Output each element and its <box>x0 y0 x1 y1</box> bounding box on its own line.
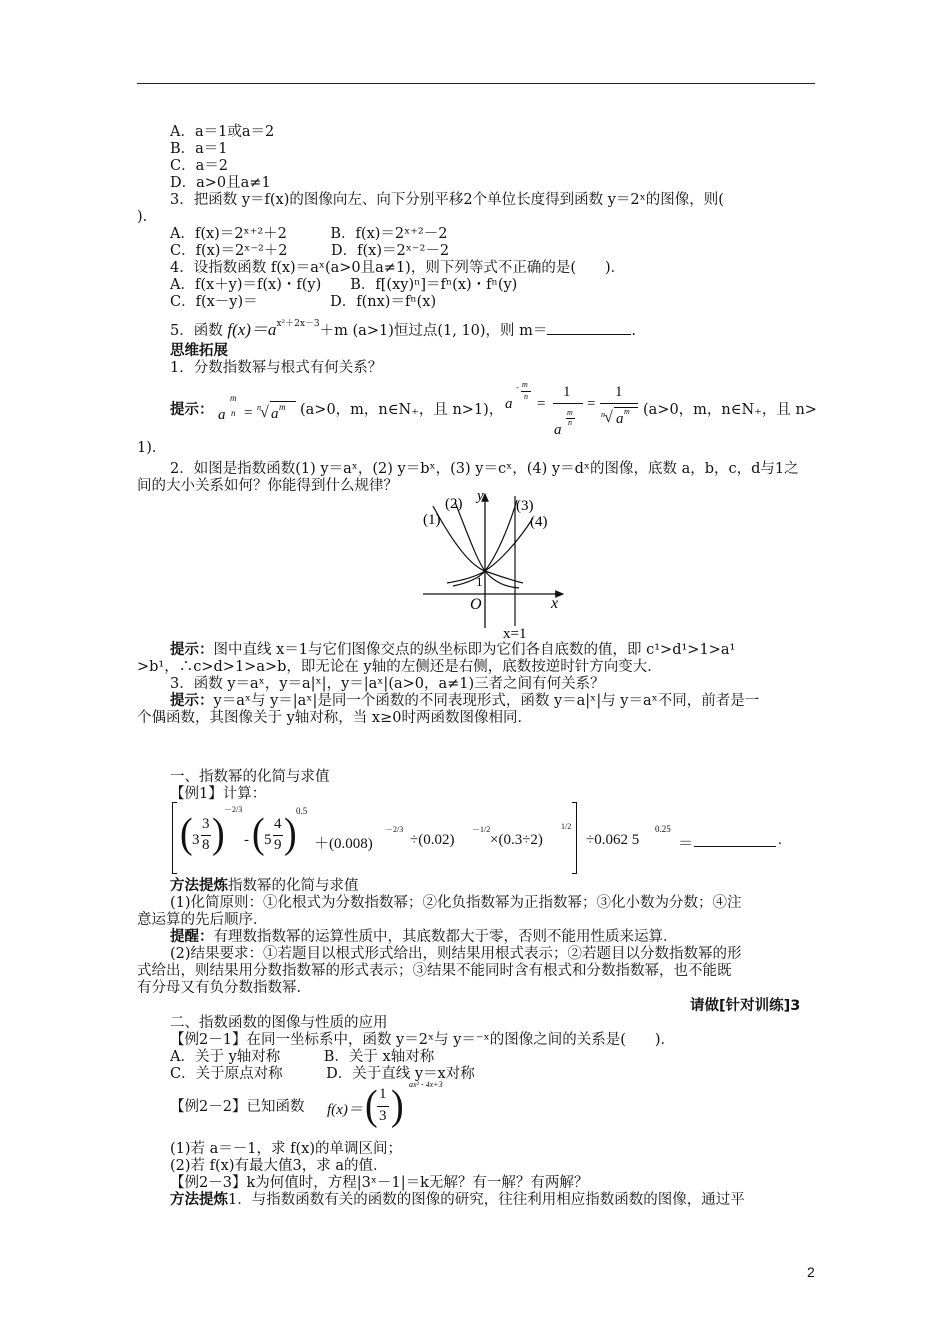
y-intercept-label: 1 <box>476 574 483 589</box>
hint2-text: 图中直线 x＝1与它们图像交点的纵坐标即为它们各自底数的值，即 c¹>d¹>1>a¹ <box>213 642 736 658</box>
q5-function: f(x)＝a <box>227 319 277 339</box>
hint3-label: 提示： <box>170 693 214 709</box>
example1-label: 【例1】计算： <box>170 786 267 802</box>
section1-heading: 一、指数幂的化简与求值 <box>170 769 330 785</box>
q3-stem-end: )． <box>137 209 158 225</box>
rule2-line1: (2)结果要求：①若题目以根式形式给出，则结果用根式表示；②若题目以分数指数幂的形 <box>170 946 742 962</box>
curve-label-4: (4) <box>530 514 548 530</box>
origin-label: O <box>470 596 482 613</box>
q3-stem: 3．把函数 y＝f(x)的图像向左、向下分别平移2个单位长度得到函数 y＝2ˣ的图像，则( <box>170 192 724 208</box>
thinking-q2-line2: 间的大小关系如何？你能得到什么规律？ <box>137 478 398 494</box>
rule1-line1: (1)化简原则：①化根式为分数指数幂；②化负指数幂为正指数幂；③化小数为分数；④注 <box>170 895 742 911</box>
hint1-condition-1: (a>0，m，n∈N₊，且 n>1)， <box>300 402 504 418</box>
curve-label-2: (2) <box>445 496 463 512</box>
vertical-line-label: x=1 <box>503 626 527 642</box>
rule2-line2: 式给出，则结果用分数指数幂的形式表示；③结果不能同时含有根式和分数指数幂，也不能既 <box>137 963 732 979</box>
q2-option-c: C．a＝2 <box>170 158 228 174</box>
example21-options-cd: C．关于原点对称 D．关于直线 y＝x对称 <box>170 1066 475 1082</box>
thinking-q2-line1: 2．如图是指数函数(1) y＝aˣ，(2) y＝bˣ，(3) y＝cˣ，(4) y＝dˣ的图像，底数 a，b，c，d与1之 <box>170 461 799 477</box>
tip-line <box>170 929 678 946</box>
rule1-line2: 意运算的先后顺序． <box>137 912 268 928</box>
example21-options-ab: A．关于 y轴对称 B．关于 x轴对称 <box>170 1049 435 1065</box>
hint3-line1 <box>170 693 759 710</box>
curve-1 <box>433 506 523 583</box>
q5-answer-blank <box>547 321 631 335</box>
curve-2 <box>455 502 519 588</box>
example1-expression: ( 3 3 8 ) －2/3 - ( 5 4 9 ) 0.5 ＋(0.008) －2/3 ÷(0.02) －1/2 ×(0.3÷2) 1/2 ÷0.062 5 0.25 ＝ . <box>172 802 812 874</box>
header-rule <box>137 83 815 84</box>
q3-options-ab: A．f(x)＝2ˣ⁺²＋2 B．f(x)＝2ˣ⁺²－2 <box>170 226 448 242</box>
x-axis-label: x <box>551 595 559 612</box>
practice-link[interactable]: 请做[针对训练]3 <box>690 998 801 1014</box>
hint3-text: y＝aˣ与 y＝|aˣ|是同一个函数的不同表现形式，函数 y＝a|ˣ|与 y＝aˣ不同，前者是一 <box>213 693 760 709</box>
hint3-line2: 个偶函数，其图像关于 y轴对称，当 x≥0时两函数图像相同． <box>137 710 532 726</box>
example21: 【例2－1】在同一坐标系中，函数 y＝2ˣ与 y＝⁻ˣ的图像之间的关系是( )． <box>170 1032 676 1048</box>
method1-title: 指数幂的化简与求值 <box>228 878 359 894</box>
curve-label-1: (1) <box>423 512 441 528</box>
method1-line <box>170 878 359 895</box>
curve-label-3: (3) <box>516 498 534 514</box>
method2-text: 1．与指数函数有关的函数的图像的研究，往往利用相应指数函数的图像，通过平 <box>228 1192 745 1208</box>
example22-q1: (1)若 a＝－1，求 f(x)的单调区间； <box>170 1141 402 1157</box>
example22-q2: (2)若 f(x)有最大值3，求 a的值． <box>170 1158 388 1174</box>
example22-function: f(x)＝ ( 1 3 ) ax² - 4x+3 <box>327 1080 443 1130</box>
q5-exponent: x²＋2x－3 <box>276 319 320 329</box>
hint1-condition-2: (a>0，m，n∈N₊，且 n> <box>643 402 817 418</box>
formula-frac-power: a m n = n √ a m <box>216 393 296 429</box>
rule2-line3: 有分母又有负分数指数幂． <box>137 980 311 996</box>
hint1-label: 提示： <box>170 402 214 418</box>
y-axis-label: y <box>477 488 484 504</box>
q2-option-d: D．a>0且a≠1 <box>170 175 271 191</box>
example23: 【例2－3】k为何值时，方程|3ˣ－1|＝k无解？有一解？有两解？ <box>170 1175 589 1191</box>
formula-neg-frac-power: a - m n = 1 a m n = 1 n √ a m <box>503 378 641 444</box>
hint2-line1 <box>170 642 735 659</box>
method2-line <box>170 1192 745 1209</box>
q2-option-b: B．a＝1 <box>170 141 228 157</box>
hint1-tail: 1)． <box>137 440 167 456</box>
hint2-label: 提示： <box>170 642 214 658</box>
example22-label: 【例2－2】已知函数 <box>170 1099 305 1115</box>
q2-option-a: A．a＝1或a＝2 <box>170 124 275 140</box>
q4-stem: 4．设指数函数 f(x)＝aˣ(a>0且a≠1)，则下列等式不正确的是( )． <box>170 260 626 276</box>
thinking-heading: 思维拓展 <box>170 343 228 359</box>
tip-text: 有理数指数幂的运算性质中，其底数都大于零，否则不能用性质来运算． <box>213 929 678 945</box>
q5: 5．函数 $f(x)=a^{x^2+2x-3}+m$ (a>1)恒过点(1, 10)，则 m＝ . <box>170 319 637 339</box>
hint2-line2: >b¹，∴c>d>1>a>b，即无论在 y轴的左侧还是右侧，底数按逆时针方向变大． <box>137 659 662 675</box>
tip-label: 提醒： <box>170 929 214 945</box>
exponential-graph <box>413 488 593 642</box>
q4-options-ab: A．f(x＋y)＝f(x)・f(y) B．f[(xy)ⁿ]＝fⁿ(x)・fⁿ(y) <box>170 277 518 293</box>
q4-options-cd: C．f(x－y)＝ D．f(nx)＝fⁿ(x) <box>170 294 437 310</box>
method1-label: 方法提炼 <box>170 878 228 894</box>
example1-answer-blank <box>694 846 776 847</box>
q5-suffix: ＋m (a>1)恒过点(1, 10)，则 m＝ <box>319 322 548 339</box>
method2-label: 方法提炼 <box>170 1192 228 1208</box>
section2-heading: 二、指数函数的图像与性质的应用 <box>170 1015 388 1031</box>
thinking-q1: 1．分数指数幂与根式有何关系？ <box>170 360 383 376</box>
thinking-q3: 3．函数 y＝aˣ，y＝a|ˣ|，y＝|aˣ|(a>0，a≠1)三者之间有何关系？ <box>170 676 605 692</box>
page-number: 2 <box>807 1264 815 1280</box>
q5-prefix: 5．函数 <box>170 322 223 339</box>
q3-options-cd: C．f(x)＝2ˣ⁻²＋2 D．f(x)＝2ˣ⁻²－2 <box>170 243 450 259</box>
